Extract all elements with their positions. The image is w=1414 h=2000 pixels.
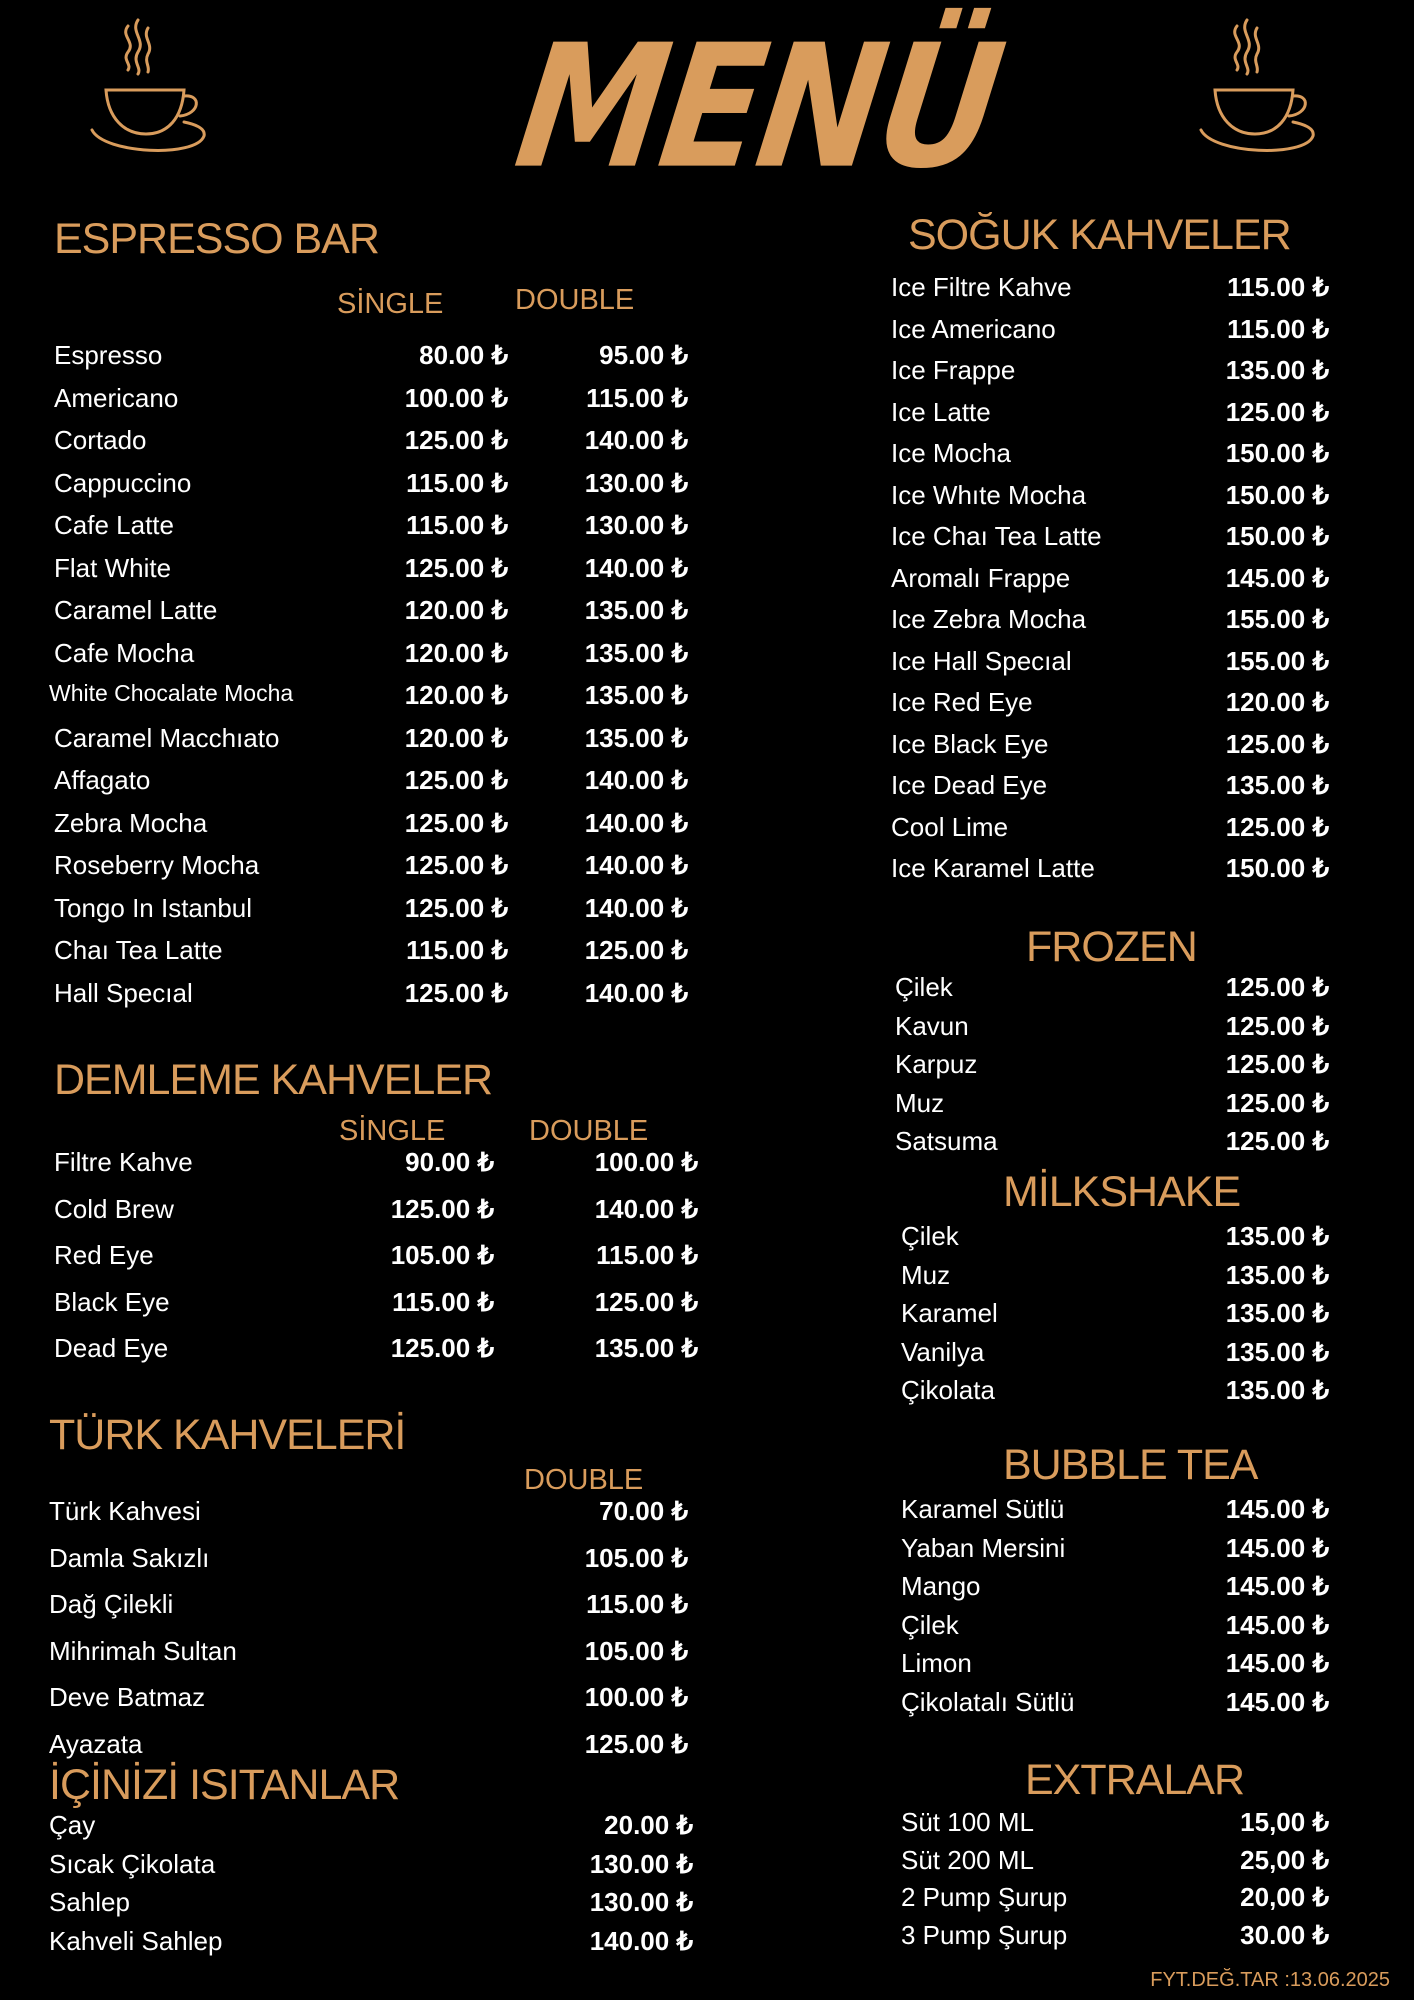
menu-item-row bbox=[891, 687, 1371, 729]
single-price: 80.00 ₺ bbox=[419, 340, 508, 370]
item-name: Dağ Çilekli bbox=[49, 1589, 174, 1619]
menu-item-row bbox=[891, 1610, 1371, 1649]
item-name: Flat White bbox=[54, 552, 172, 583]
menu-item-row bbox=[54, 595, 688, 638]
item-name: Çilek bbox=[901, 1221, 959, 1251]
section-frozen bbox=[891, 922, 1371, 1165]
single-price: 115.00 ₺ bbox=[406, 510, 508, 540]
menu-item-row bbox=[49, 1682, 688, 1729]
item-name: Ice Latte bbox=[891, 396, 991, 427]
item-name: Ice Frappe bbox=[891, 355, 1016, 385]
item-name: Muz bbox=[901, 1259, 951, 1290]
price: 135.00 ₺ bbox=[1225, 1221, 1329, 1251]
section-title: İÇİNİZİ ISITANLAR bbox=[49, 1761, 400, 1809]
menu-item-row bbox=[891, 397, 1371, 439]
menu-item-row bbox=[891, 1126, 1371, 1165]
double-header: DOUBLE bbox=[515, 284, 635, 316]
coffee-cup-icon bbox=[84, 18, 208, 158]
double-price: 135.00 ₺ bbox=[584, 595, 688, 625]
item-name: Çikolatalı Sütlü bbox=[901, 1686, 1075, 1717]
item-name: Satsuma bbox=[895, 1126, 998, 1156]
menu-item-row bbox=[891, 1807, 1371, 1845]
menu-item-row bbox=[891, 729, 1371, 771]
double-price: 140.00 ₺ bbox=[584, 425, 688, 455]
item-name: Americano bbox=[54, 382, 179, 413]
double-header: DOUBLE bbox=[529, 1115, 649, 1147]
double-price: 125.00 ₺ bbox=[584, 935, 688, 965]
coffee-cup-icon bbox=[1193, 18, 1317, 158]
menu-item-row bbox=[891, 1011, 1371, 1050]
menu-item-row bbox=[54, 425, 688, 468]
menu-item-row bbox=[891, 563, 1371, 605]
price: 150.00 ₺ bbox=[1225, 479, 1329, 510]
item-name: Cafe Latte bbox=[54, 510, 174, 540]
item-name: Deve Batmaz bbox=[49, 1682, 206, 1712]
item-name: Ice Hall Specıal bbox=[891, 645, 1072, 676]
section-demleme-kahveler bbox=[54, 1055, 698, 1380]
price: 115.00 ₺ bbox=[1227, 272, 1329, 302]
price: 145.00 ₺ bbox=[1225, 1609, 1329, 1640]
section-title: DEMLEME KAHVELER bbox=[54, 1056, 493, 1104]
item-name: Cold Brew bbox=[54, 1193, 174, 1224]
menu-title: MENÜ bbox=[506, 8, 1011, 206]
menu-item-row bbox=[49, 1589, 688, 1636]
price: 145.00 ₺ bbox=[1225, 1571, 1329, 1601]
price: 125.00 ₺ bbox=[1225, 1087, 1329, 1118]
price: 100.00 ₺ bbox=[584, 1682, 688, 1712]
price: 150.00 ₺ bbox=[1225, 521, 1329, 551]
single-price: 125.00 ₺ bbox=[404, 850, 508, 880]
price: 145.00 ₺ bbox=[1225, 1532, 1329, 1563]
double-price: 135.00 ₺ bbox=[584, 637, 688, 668]
price: 115.00 ₺ bbox=[1227, 313, 1329, 344]
item-name: Yaban Mersini bbox=[901, 1532, 1066, 1563]
double-price: 115.00 ₺ bbox=[596, 1240, 698, 1270]
item-name: Ice Chaı Tea Latte bbox=[891, 521, 1102, 551]
double-price: 140.00 ₺ bbox=[584, 807, 688, 838]
menu-item-row bbox=[891, 521, 1371, 563]
menu-item-row bbox=[891, 1298, 1371, 1337]
price-update-date: FYT.DEĞ.TAR :13.06.2025 bbox=[1150, 1969, 1390, 1991]
price: 135.00 ₺ bbox=[1225, 770, 1329, 800]
double-price: 95.00 ₺ bbox=[599, 340, 688, 370]
menu-item-row bbox=[891, 1494, 1371, 1533]
item-name: Black Eye bbox=[54, 1286, 170, 1317]
menu-item-row bbox=[891, 770, 1371, 812]
single-price: 125.00 ₺ bbox=[404, 425, 508, 455]
item-name: Mihrimah Sultan bbox=[49, 1635, 237, 1666]
menu-item-row bbox=[54, 467, 688, 511]
section-soguk-kahveler bbox=[891, 210, 1371, 895]
price: 125.00 ₺ bbox=[1225, 972, 1329, 1002]
menu-item-row bbox=[891, 646, 1371, 688]
single-price: 125.00 ₺ bbox=[404, 977, 508, 1008]
single-price: 120.00 ₺ bbox=[404, 595, 508, 625]
menu-item-row bbox=[49, 680, 688, 723]
menu-item-row bbox=[891, 1920, 1371, 1958]
item-name: Ice Dead Eye bbox=[891, 770, 1048, 800]
item-name: Aromalı Frappe bbox=[891, 562, 1071, 593]
item-name: Çay bbox=[49, 1810, 96, 1840]
price: 135.00 ₺ bbox=[1225, 1298, 1329, 1328]
menu-item-row bbox=[54, 1286, 698, 1334]
menu-item-row bbox=[54, 807, 688, 851]
price: 115.00 ₺ bbox=[586, 1589, 688, 1619]
price: 135.00 ₺ bbox=[1225, 1259, 1329, 1290]
price: 105.00 ₺ bbox=[584, 1542, 688, 1573]
price: 140.00 ₺ bbox=[589, 1925, 693, 1956]
section-title: BUBBLE TEA bbox=[1003, 1441, 1258, 1489]
menu-item-row bbox=[891, 480, 1371, 522]
price: 105.00 ₺ bbox=[584, 1635, 688, 1666]
section-title: ESPRESSO BAR bbox=[54, 215, 379, 263]
menu-item-row bbox=[54, 1147, 698, 1194]
double-price: 140.00 ₺ bbox=[584, 892, 688, 923]
column-headers bbox=[54, 1111, 654, 1147]
menu-item-row bbox=[891, 1337, 1371, 1376]
menu-item-row bbox=[891, 812, 1371, 854]
item-name: Cappuccino bbox=[54, 467, 192, 498]
section-title: SOĞUK KAHVELER bbox=[908, 211, 1291, 259]
price: 135.00 ₺ bbox=[1225, 1375, 1329, 1405]
section-title: TÜRK KAHVELERİ bbox=[49, 1411, 406, 1459]
double-price: 140.00 ₺ bbox=[584, 765, 688, 795]
item-name: 3 Pump Şurup bbox=[901, 1919, 1068, 1950]
price: 150.00 ₺ bbox=[1225, 438, 1329, 468]
item-name: Süt 200 ML bbox=[901, 1844, 1034, 1875]
single-price: 120.00 ₺ bbox=[404, 637, 508, 668]
section-icinizi-isitanlar bbox=[49, 1760, 693, 1964]
item-name: Türk Kahvesi bbox=[49, 1496, 201, 1526]
price: 15,00 ₺ bbox=[1240, 1807, 1329, 1837]
single-price: 100.00 ₺ bbox=[404, 382, 508, 413]
menu-item-row bbox=[891, 1375, 1371, 1414]
item-name: Kavun bbox=[895, 1010, 969, 1041]
price: 125.00 ₺ bbox=[1225, 1126, 1329, 1156]
double-price: 115.00 ₺ bbox=[586, 382, 688, 413]
double-price: 135.00 ₺ bbox=[584, 722, 688, 753]
single-price: 125.00 ₺ bbox=[404, 765, 508, 795]
single-price: 90.00 ₺ bbox=[405, 1147, 494, 1177]
item-name: Caramel Latte bbox=[54, 595, 218, 625]
double-price: 135.00 ₺ bbox=[584, 680, 688, 710]
price: 145.00 ₺ bbox=[1225, 562, 1329, 593]
menu-item-row bbox=[49, 1887, 693, 1926]
price: 20,00 ₺ bbox=[1240, 1882, 1329, 1912]
menu-item-row bbox=[49, 1848, 693, 1888]
item-name: Ice Mocha bbox=[891, 438, 1011, 468]
menu-item-row bbox=[891, 1221, 1371, 1260]
item-name: 2 Pump Şurup bbox=[901, 1882, 1068, 1912]
single-price: 125.00 ₺ bbox=[390, 1333, 494, 1363]
menu-item-row bbox=[54, 637, 688, 681]
section-bubble-tea bbox=[891, 1440, 1371, 1725]
single-price: 125.00 ₺ bbox=[404, 807, 508, 838]
price: 150.00 ₺ bbox=[1225, 853, 1329, 883]
single-header: SİNGLE bbox=[339, 1115, 446, 1147]
price: 125.00 ₺ bbox=[1225, 396, 1329, 427]
price: 125.00 ₺ bbox=[1225, 728, 1329, 759]
item-name: Ice Filtre Kahve bbox=[891, 272, 1072, 302]
double-price: 100.00 ₺ bbox=[594, 1147, 698, 1177]
item-name: Cortado bbox=[54, 425, 147, 455]
item-name: Caramel Macchıato bbox=[54, 722, 280, 753]
item-name: Red Eye bbox=[54, 1240, 154, 1270]
price: 145.00 ₺ bbox=[1225, 1494, 1329, 1524]
item-name: Sıcak Çikolata bbox=[49, 1848, 216, 1879]
single-price: 115.00 ₺ bbox=[406, 935, 508, 965]
price: 120.00 ₺ bbox=[1225, 687, 1329, 717]
price: 70.00 ₺ bbox=[599, 1496, 688, 1526]
item-name: Karamel bbox=[901, 1298, 998, 1328]
double-header: DOUBLE bbox=[524, 1464, 644, 1496]
item-name: Tongo In Istanbul bbox=[54, 892, 253, 923]
menu-item-row bbox=[54, 722, 688, 766]
section-espresso-bar bbox=[49, 214, 688, 1020]
item-name: Roseberry Mocha bbox=[54, 850, 260, 880]
menu-item-row bbox=[891, 853, 1371, 895]
price: 135.00 ₺ bbox=[1225, 1336, 1329, 1367]
price: 125.00 ₺ bbox=[1225, 1049, 1329, 1079]
menu-item-row bbox=[54, 1240, 698, 1287]
item-name: Ice Karamel Latte bbox=[891, 853, 1095, 883]
item-name: Mango bbox=[901, 1571, 981, 1601]
menu-item-row bbox=[891, 355, 1371, 397]
single-price: 125.00 ₺ bbox=[404, 552, 508, 583]
item-name: Çilek bbox=[901, 1609, 959, 1640]
single-price: 125.00 ₺ bbox=[390, 1193, 494, 1224]
price: 145.00 ₺ bbox=[1225, 1686, 1329, 1717]
menu-item-row bbox=[54, 1193, 698, 1241]
menu-item-row bbox=[54, 892, 688, 936]
single-price: 105.00 ₺ bbox=[390, 1240, 494, 1270]
item-name: Espresso bbox=[54, 340, 163, 370]
section-milkshake bbox=[891, 1167, 1371, 1414]
menu-item-row bbox=[49, 1925, 693, 1965]
item-name: Ice Whıte Mocha bbox=[891, 479, 1087, 510]
item-name: Affagato bbox=[54, 765, 151, 795]
item-name: Damla Sakızlı bbox=[49, 1542, 210, 1573]
item-name: Filtre Kahve bbox=[54, 1147, 193, 1177]
menu-item-row bbox=[49, 1542, 688, 1590]
single-price: 120.00 ₺ bbox=[404, 722, 508, 753]
double-price: 140.00 ₺ bbox=[584, 552, 688, 583]
menu-item-row bbox=[54, 765, 688, 808]
section-title: EXTRALAR bbox=[1025, 1756, 1245, 1804]
menu-item-row bbox=[54, 850, 688, 893]
price: 125.00 ₺ bbox=[1225, 811, 1329, 842]
menu-item-row bbox=[891, 1648, 1371, 1687]
section-title: MİLKSHAKE bbox=[1003, 1168, 1241, 1216]
menu-item-row bbox=[54, 977, 688, 1021]
column-headers bbox=[49, 1460, 649, 1496]
menu-item-row bbox=[54, 1333, 698, 1380]
section-turk-kahveleri bbox=[49, 1410, 688, 1775]
item-name: Ayazata bbox=[49, 1728, 143, 1759]
menu-item-row bbox=[54, 935, 688, 978]
price: 130.00 ₺ bbox=[589, 1848, 693, 1879]
item-name: White Chocalate Mocha bbox=[49, 680, 294, 706]
double-price: 125.00 ₺ bbox=[594, 1286, 698, 1317]
menu-item-row bbox=[891, 438, 1371, 480]
menu-item-row bbox=[891, 1571, 1371, 1610]
item-name: Limon bbox=[901, 1648, 972, 1678]
menu-item-row bbox=[891, 1533, 1371, 1572]
item-name: Cafe Mocha bbox=[54, 637, 195, 668]
price: 125.00 ₺ bbox=[584, 1728, 688, 1759]
item-name: Ice Americano bbox=[891, 313, 1056, 344]
menu-item-row bbox=[891, 314, 1371, 356]
price: 30.00 ₺ bbox=[1240, 1919, 1329, 1950]
price: 135.00 ₺ bbox=[1225, 355, 1329, 385]
item-name: Dead Eye bbox=[54, 1333, 169, 1363]
menu-item-row bbox=[891, 1845, 1371, 1883]
item-name: Çikolata bbox=[901, 1375, 995, 1405]
item-name: Cool Lime bbox=[891, 811, 1009, 842]
item-name: Kahveli Sahlep bbox=[49, 1925, 223, 1956]
menu-item-row bbox=[891, 1260, 1371, 1299]
menu-item-row bbox=[891, 1049, 1371, 1088]
menu-item-row bbox=[891, 972, 1371, 1011]
menu-item-row bbox=[54, 552, 688, 596]
menu-item-row bbox=[49, 1635, 688, 1683]
item-name: Sahlep bbox=[49, 1887, 130, 1917]
item-name: Karpuz bbox=[895, 1049, 978, 1079]
double-price: 140.00 ₺ bbox=[584, 977, 688, 1008]
menu-item-row bbox=[49, 1810, 693, 1849]
double-price: 140.00 ₺ bbox=[594, 1193, 698, 1224]
price: 125.00 ₺ bbox=[1225, 1010, 1329, 1041]
menu-item-row bbox=[49, 1496, 688, 1543]
item-name: Vanilya bbox=[901, 1336, 985, 1367]
menu-item-row bbox=[891, 272, 1371, 314]
section-title: FROZEN bbox=[1026, 923, 1197, 971]
price: 25,00 ₺ bbox=[1240, 1844, 1329, 1875]
price: 20.00 ₺ bbox=[604, 1810, 693, 1840]
menu-item-row bbox=[54, 340, 688, 383]
item-name: Ice Zebra Mocha bbox=[891, 604, 1087, 634]
double-price: 130.00 ₺ bbox=[584, 510, 688, 540]
section-extralar bbox=[891, 1755, 1371, 1957]
price: 155.00 ₺ bbox=[1225, 645, 1329, 676]
menu-item-row bbox=[891, 1088, 1371, 1127]
menu-item-row bbox=[54, 510, 688, 553]
price: 155.00 ₺ bbox=[1225, 604, 1329, 634]
price: 145.00 ₺ bbox=[1225, 1648, 1329, 1678]
double-price: 135.00 ₺ bbox=[594, 1333, 698, 1363]
menu-item-row bbox=[891, 604, 1371, 646]
item-name: Hall Specıal bbox=[54, 977, 193, 1008]
single-price: 115.00 ₺ bbox=[392, 1286, 494, 1317]
single-price: 115.00 ₺ bbox=[406, 467, 508, 498]
menu-item-row bbox=[891, 1687, 1371, 1726]
double-price: 140.00 ₺ bbox=[584, 850, 688, 880]
item-name: Çilek bbox=[895, 972, 953, 1002]
price: 130.00 ₺ bbox=[589, 1887, 693, 1917]
menu-item-row bbox=[54, 382, 688, 426]
menu-item-row bbox=[891, 1882, 1371, 1920]
item-name: Muz bbox=[895, 1087, 945, 1118]
item-name: Karamel Sütlü bbox=[901, 1494, 1065, 1524]
item-name: Süt 100 ML bbox=[901, 1807, 1034, 1837]
item-name: Chaı Tea Latte bbox=[54, 935, 223, 965]
item-name: Zebra Mocha bbox=[54, 807, 208, 838]
column-headers bbox=[54, 284, 654, 340]
item-name: Ice Black Eye bbox=[891, 728, 1049, 759]
single-header: SİNGLE bbox=[337, 288, 444, 320]
single-price: 120.00 ₺ bbox=[404, 680, 508, 710]
double-price: 130.00 ₺ bbox=[584, 467, 688, 498]
single-price: 125.00 ₺ bbox=[404, 892, 508, 923]
item-name: Ice Red Eye bbox=[891, 687, 1033, 717]
